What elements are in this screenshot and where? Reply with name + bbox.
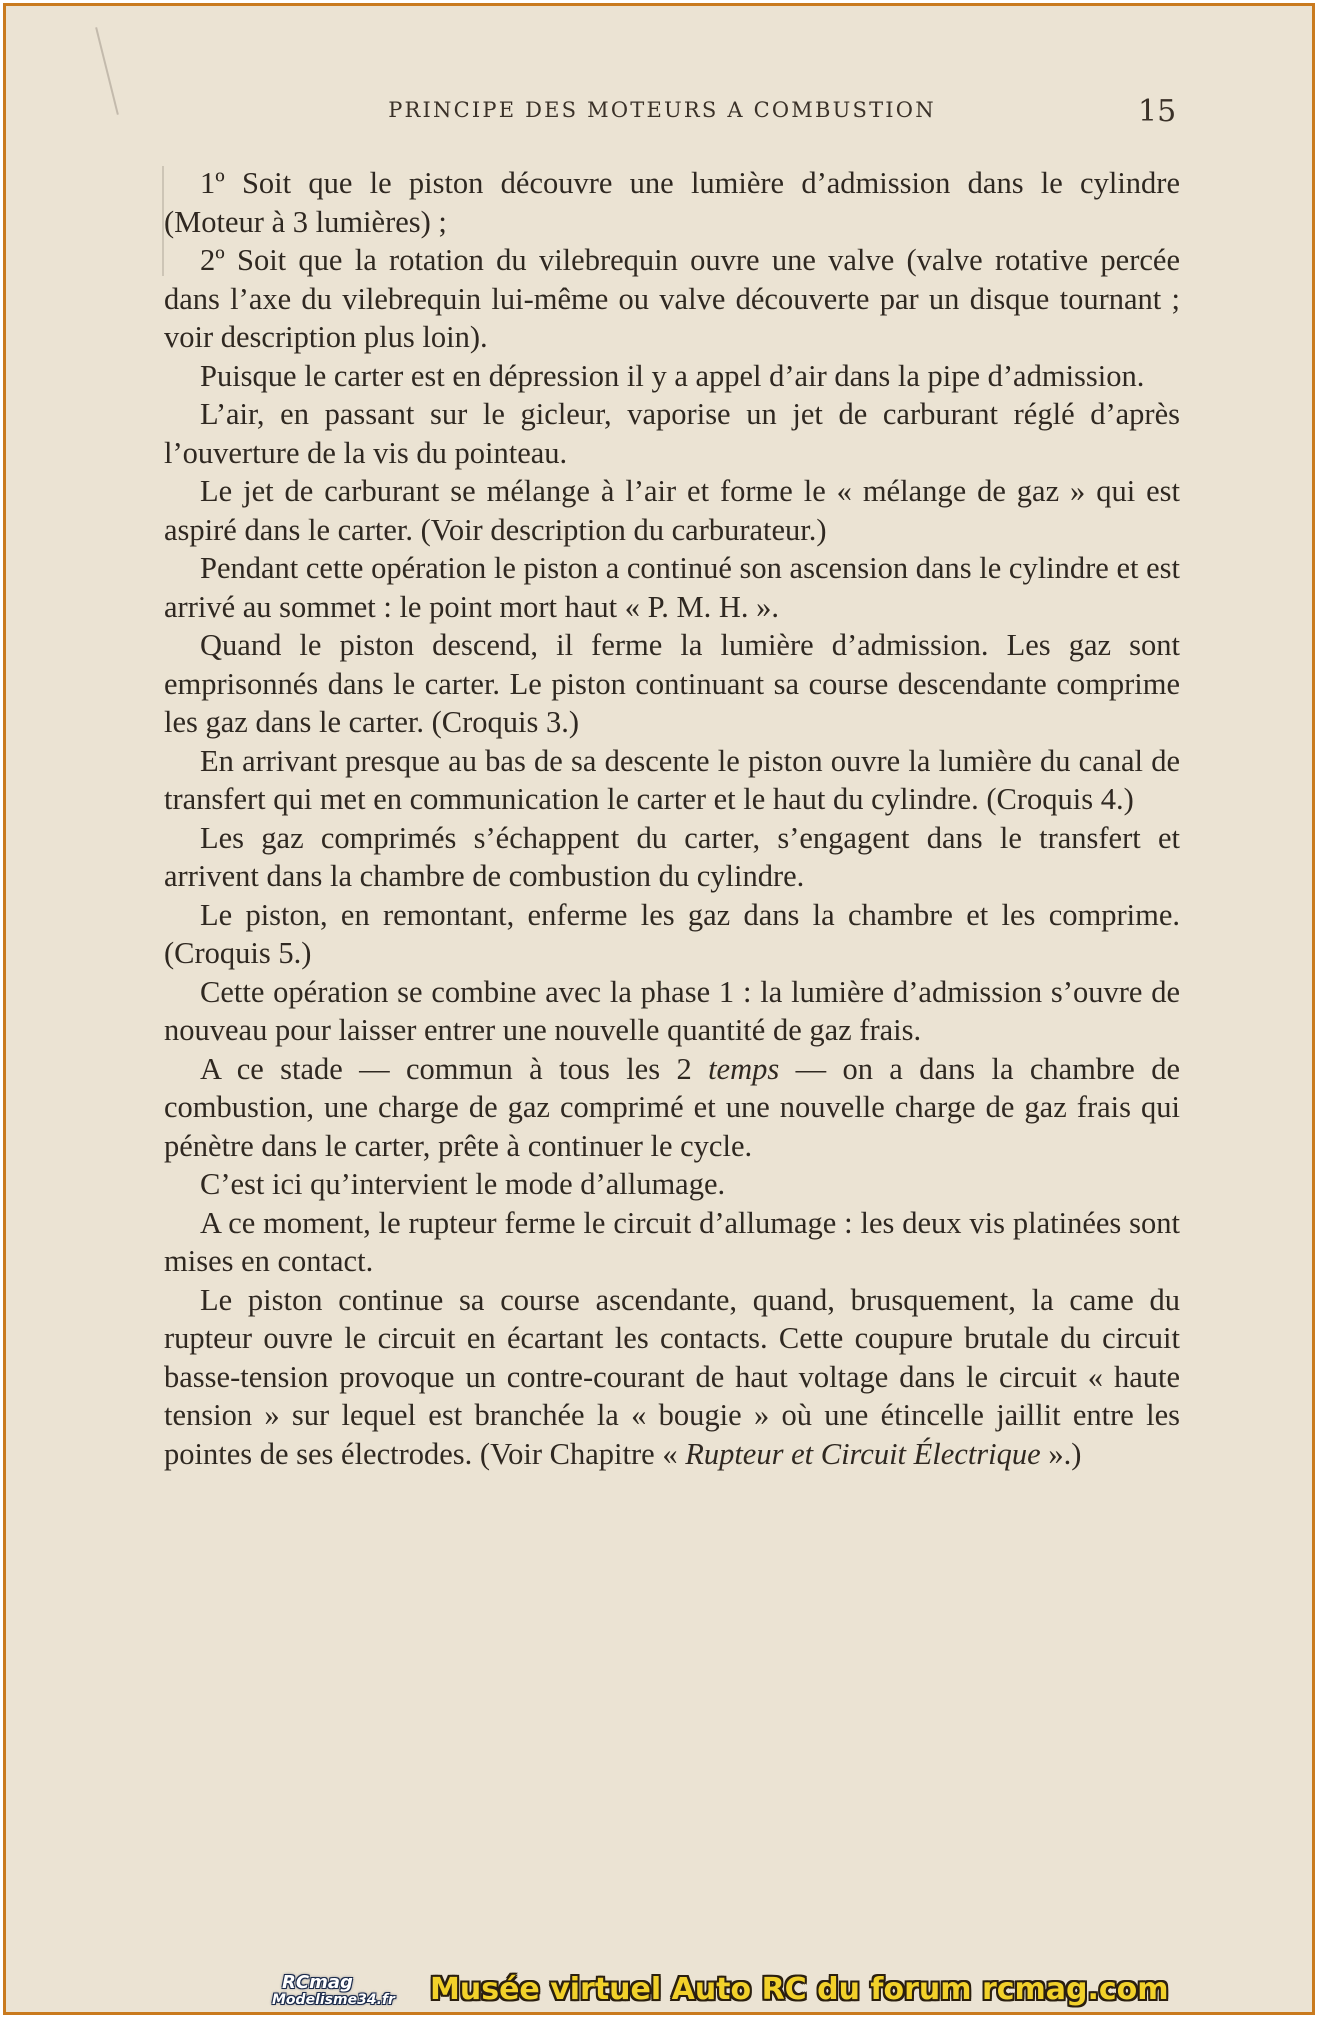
paragraph: Puisque le carter est en dépression il y a appel d’air dans la pipe d’admission.	[200, 358, 1145, 393]
paragraph: L’air, en passant sur le gicleur, vaporise un jet de carburant réglé d’après l’ouverture de la vis du pointeau.	[164, 397, 1180, 470]
text-run: Le piston continue sa course ascendante, quand, brusquement, la came du rupteur ouvre le circuit en écartant les contacts. Cette coupure brutale du circuit basse-tension provoque un contre-courant de haut voltage dans le circuit « haute tension » sur lequel est branchée la « bougie » où une étincelle jaillit entre les pointes de ses électrodes. (Voir Chapitre «	[164, 1282, 1180, 1471]
rcmag-logo	[272, 1970, 422, 2014]
scanned-page	[3, 3, 1315, 2015]
paragraph: A ce moment, le rupteur ferme le circuit d’allumage : les deux vis platinées sont mises en contact.	[164, 1205, 1180, 1278]
italic-chapter-ref: Rupteur et Circuit Électrique	[685, 1436, 1041, 1471]
paragraph: Cette opération se combine avec la phase 1 : la lumière d’admission s’ouvre de nouveau pour laisser entrer une nouvelle quantité de gaz frais.	[164, 974, 1180, 1047]
body-text	[164, 164, 1180, 1473]
paragraph: Quand le piston descend, il ferme la lumière d’admission. Les gaz sont emprisonnés dans le carter. Le piston continuant sa course descendante comprime les gaz dans le carter. (Croquis 3.)	[164, 628, 1180, 739]
paragraph: Pendant cette opération le piston a continué son ascension dans le cylindre et est arrivé au sommet : le point mort haut « P. M. H. ».	[164, 551, 1180, 624]
logo-text-top: RCmag	[282, 1972, 353, 1993]
text-run: A ce stade — commun à tous les 2	[200, 1051, 709, 1086]
paragraph	[164, 1281, 1180, 1474]
paragraph: Les gaz comprimés s’échappent du carter, s’engagent dans le transfert et arrivent dans la chambre de combustion du cylindre.	[164, 820, 1180, 893]
paragraph: Le piston, en remontant, enferme les gaz dans la chambre et les comprime. (Croquis 5.)	[164, 897, 1180, 970]
paragraph: 2º Soit que la rotation du vilebrequin ouvre une valve (valve rotative percée dans l’axe du vilebrequin lui-même ou valve découverte par un disque tournant ; voir description plus loin).	[164, 243, 1180, 354]
paragraph: En arrivant presque au bas de sa descente le piston ouvre la lumière du canal de transfert qui met en communication le carter et le haut du cylindre. (Croquis 4.)	[164, 743, 1180, 816]
paragraph: C’est ici qu’intervient le mode d’allumage.	[200, 1167, 726, 1201]
running-title: PRINCIPE DES MOTEURS A COMBUSTION	[388, 98, 936, 122]
paragraph: Le jet de carburant se mélange à l’air et forme le « mélange de gaz » qui est aspiré dans le carter. (Voir description du carburateur.)	[164, 474, 1180, 547]
paragraph: 1º Soit que le piston découvre une lumière d’admission dans le cylindre (Moteur à 3 lumières) ;	[164, 166, 1180, 239]
text-run: — on a dans la chambre de combustion, une charge de gaz comprimé et une nouvelle charge de gaz frais qui pénètre dans le carter, prête à continuer le cycle.	[164, 1051, 1180, 1163]
logo-text-bottom: Modelisme34.fr	[272, 1992, 395, 2008]
page-number: 15	[1138, 94, 1177, 129]
text-run: ».)	[1040, 1436, 1082, 1471]
museum-caption: Musée virtuel Auto RC du forum rcmag.com	[430, 1972, 1169, 2007]
italic-term: temps	[708, 1051, 780, 1086]
paragraph	[164, 1050, 1180, 1166]
page-header	[6, 94, 1312, 130]
watermark-footer	[272, 1970, 1169, 2015]
